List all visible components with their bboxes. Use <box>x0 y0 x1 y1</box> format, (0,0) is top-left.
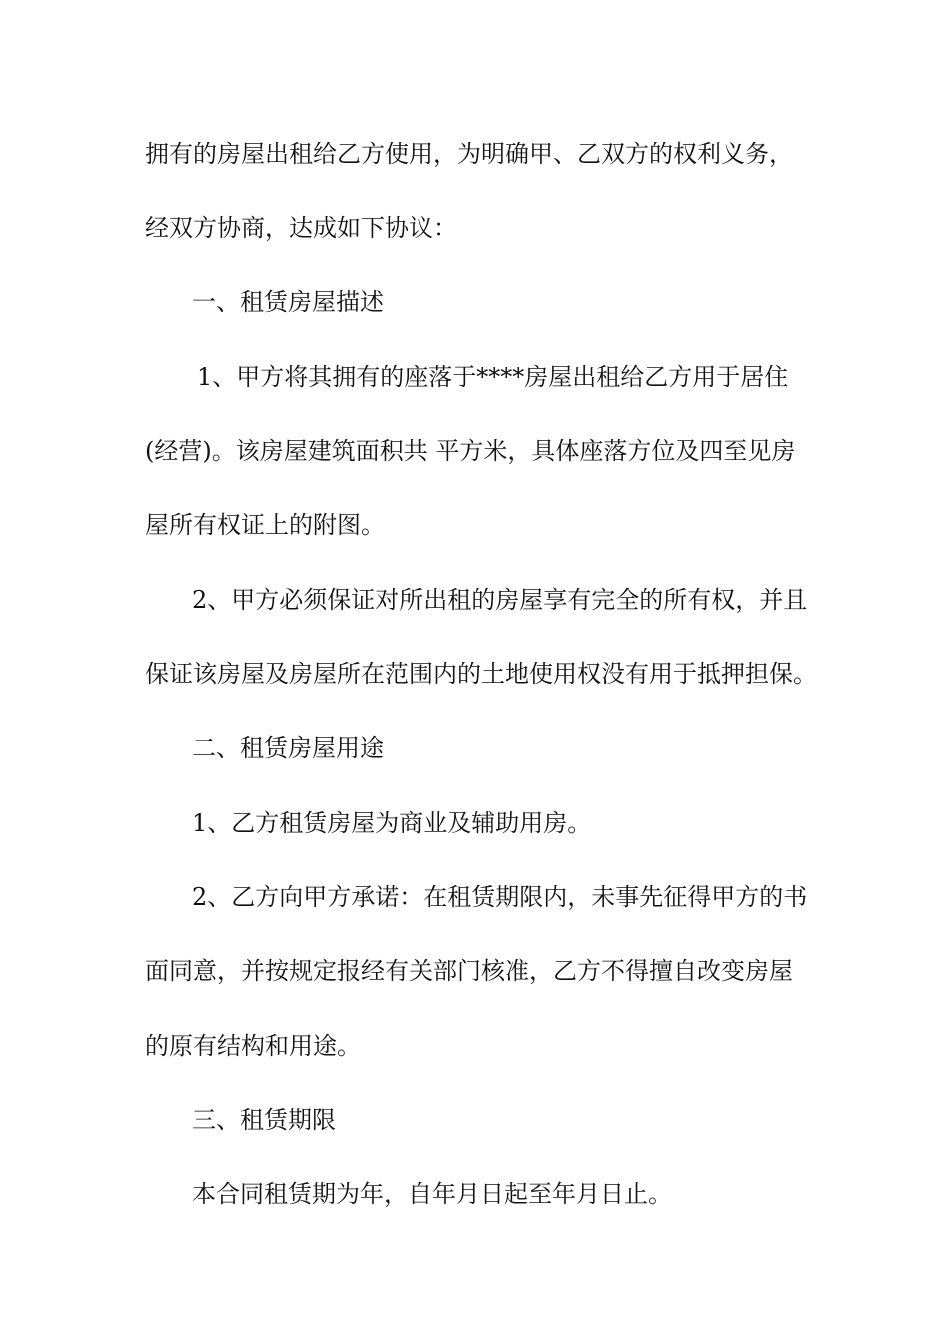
paragraph-line: 拥有的房屋出租给乙方使用，为明确甲、乙双方的权利义务， <box>145 140 793 168</box>
paragraph-line: 的原有结构和用途。 <box>145 1032 361 1060</box>
paragraph-line: (经营)。该房屋建筑面积共 平方米，具体座落方位及四至见房 <box>145 437 796 465</box>
paragraph-line: 屋所有权证上的附图。 <box>145 511 385 539</box>
paragraph-line: 保证该房屋及房屋所在范围内的土地使用权没有用于抵押担保。 <box>145 660 817 688</box>
section-heading: 三、租赁期限 <box>192 1106 336 1134</box>
paragraph-line: 本合同租赁期为年，自年月日起至年月日止。 <box>192 1180 672 1208</box>
paragraph-line: 2、乙方向甲方承诺：在租赁期限内，未事先征得甲方的书 <box>192 883 808 911</box>
section-heading: 一、租赁房屋描述 <box>192 288 384 316</box>
paragraph-line: 面同意，并按规定报经有关部门核准，乙方不得擅自改变房屋 <box>145 957 793 985</box>
paragraph-line: 1、乙方租赁房屋为商业及辅助用房。 <box>192 809 592 837</box>
paragraph-line: 1、甲方将其拥有的座落于****房屋出租给乙方用于居住 <box>197 363 789 391</box>
section-heading: 二、租赁房屋用途 <box>192 734 384 762</box>
paragraph-line: 经双方协商，达成如下协议： <box>145 214 457 242</box>
paragraph-line: 2、甲方必须保证对所出租的房屋享有完全的所有权，并且 <box>192 586 808 614</box>
